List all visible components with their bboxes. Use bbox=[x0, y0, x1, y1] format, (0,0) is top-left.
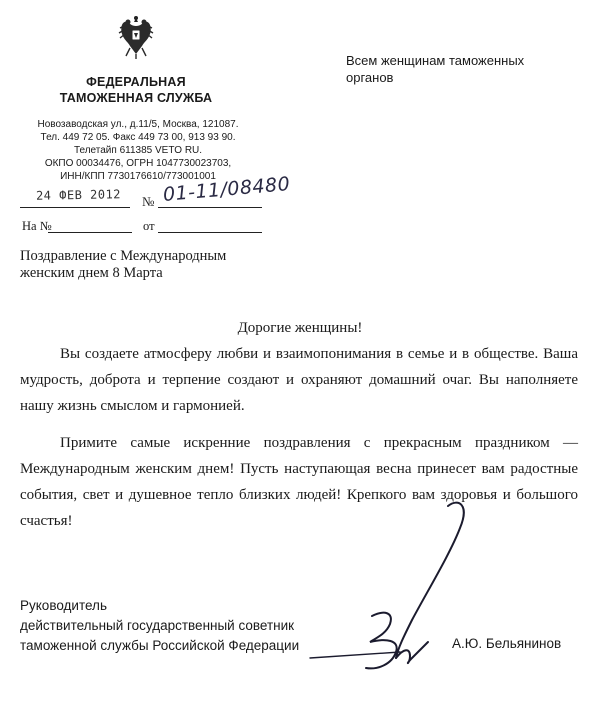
organization-address bbox=[18, 118, 258, 183]
reference-number-label: На № bbox=[22, 219, 52, 233]
greeting: Дорогие женщины! bbox=[237, 320, 363, 336]
subject-line-1: Поздравление с Международным bbox=[20, 248, 227, 264]
signer-title-line-2: действительный государственный советник bbox=[20, 618, 295, 633]
handwritten-signature bbox=[300, 498, 500, 688]
address-line: Новозаводская ул., д.11/5, Москва, 121087. bbox=[37, 119, 239, 130]
reference-date-label: от bbox=[143, 219, 155, 233]
reference-date-underline bbox=[158, 232, 262, 233]
org-line-1: ФЕДЕРАЛЬНАЯ bbox=[86, 75, 186, 89]
date-stamp: 24 ФЕВ 2012 bbox=[35, 187, 122, 203]
reference-number-underline bbox=[48, 232, 132, 233]
signer-title-line-1: Руководитель bbox=[20, 598, 107, 613]
recipient bbox=[346, 52, 576, 86]
address-line: ИНН/КПП 7730176610/773001001 bbox=[60, 171, 216, 182]
outgoing-number: 01-11/08480 bbox=[162, 172, 292, 206]
body-paragraph-1: Вы создаете атмосферу любви и взаимопонимания в семье и в обществе. Ваша мудрость, доброта и терпение создают и охраняют домашний очаг. Вы наполняете нашу жизнь смыслом и гармонией. bbox=[20, 346, 578, 414]
date-underline bbox=[20, 207, 130, 208]
signer-name: А.Ю. Бельянинов bbox=[452, 636, 562, 651]
organization-name bbox=[30, 74, 242, 106]
letter-subject bbox=[20, 248, 340, 282]
signer-title-line-3: таможенной службы Российской Федерации bbox=[20, 638, 300, 653]
number-sign: № bbox=[142, 194, 155, 209]
recipient-line-2: органов bbox=[346, 70, 394, 85]
number-underline bbox=[158, 207, 262, 208]
recipient-line-1: Всем женщинам таможенных bbox=[346, 53, 525, 68]
address-line: Телетайп 611385 VETO RU. bbox=[73, 145, 203, 156]
address-line: ОКПО 00034476, ОГРН 1047730023703, bbox=[44, 158, 232, 169]
address-line: Тел. 449 72 05. Факс 449 73 00, 913 93 90. bbox=[40, 132, 236, 143]
subject-line-2: женским днем 8 Марта bbox=[20, 265, 163, 281]
coat-of-arms-icon bbox=[118, 14, 154, 60]
body-paragraph-2: Примите самые искренние поздравления с прекрасным праздником — Международным женским днем! Пусть наступающая весна принесет вам радостные события, свет и душевное тепло близких людей! Крепкого вам здоровья и большого счастья! bbox=[20, 435, 578, 529]
org-line-2: ТАМОЖЕННАЯ СЛУЖБА bbox=[59, 91, 213, 105]
